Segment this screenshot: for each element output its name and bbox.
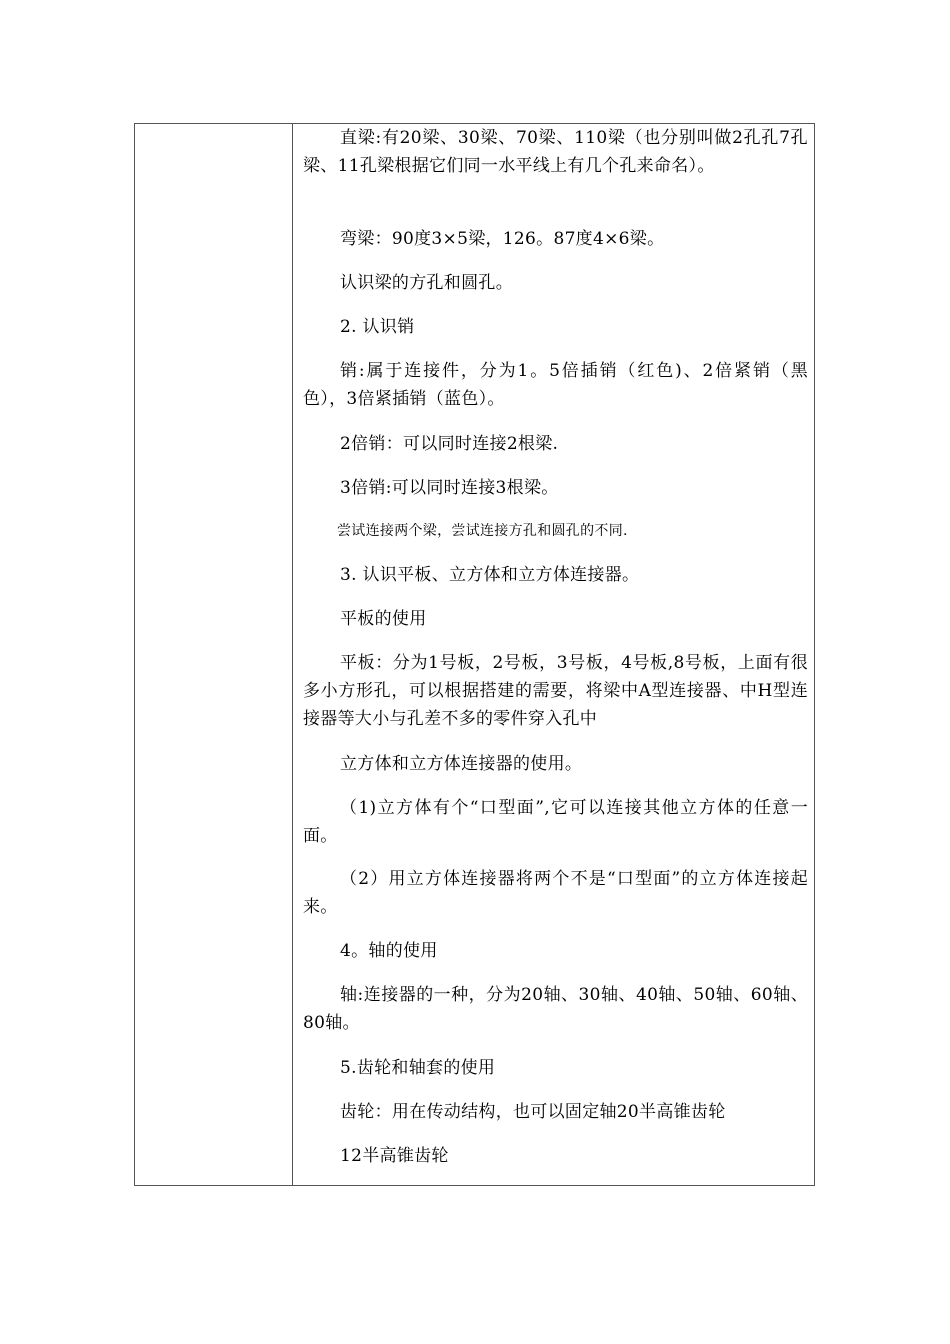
paragraph-2x-pin: 2倍销：可以同时连接2根梁. [340, 434, 559, 454]
paragraph-try-connect: 尝试连接两个梁，尝试连接方孔和圆孔的不同. [337, 523, 628, 539]
paragraph-12-bevel-gear: 12半高锥齿轮 [340, 1146, 449, 1166]
paragraph-plates: 平板：分为1号板，2号板，3号板，4号板,8号板，上面有很多小方形孔，可以根据搭建的需要，将梁中A型连接器、中H型连接器等大小与孔差不多的零件穿入孔中 [303, 653, 808, 729]
paragraph-cube-1: （1)立方体有个“口型面”,它可以连接其他立方体的任意一面。 [303, 798, 808, 846]
paragraph-gears: 齿轮：用在传动结构，也可以固定轴20半高锥齿轮 [340, 1102, 726, 1122]
paragraph-beam-holes: 认识梁的方孔和圆孔。 [340, 273, 513, 293]
heading-axle-usage: 4。轴的使用 [340, 941, 438, 961]
table-right-cell [293, 124, 814, 1185]
paragraph-bent-beam: 弯梁：90度3×5梁，126。87度4×6梁。 [340, 229, 665, 249]
paragraph-pins: 销:属于连接件，分为1。5倍插销（红色)、2倍紧销（黑色），3倍紧插销（蓝色）。 [303, 361, 809, 409]
paragraph-cube-2: （2）用立方体连接器将两个不是“口型面”的立方体连接起来。 [303, 869, 808, 917]
heading-plates-cubes: 3. 认识平板、立方体和立方体连接器。 [340, 565, 640, 585]
table-left-cell [135, 124, 293, 1185]
paragraph-axles: 轴:连接器的一种，分为20轴、30轴、40轴、50轴、60轴、80轴。 [303, 985, 808, 1033]
heading-cube-usage: 立方体和立方体连接器的使用。 [340, 754, 583, 774]
paragraph-3x-pin: 3倍销:可以同时连接3根梁。 [340, 478, 559, 498]
paragraph-straight-beam: 直梁:有20梁、30梁、70梁、110梁（也分别叫做2孔孔7孔梁、11孔梁根据它们同一水平线上有几个孔来命名）。 [303, 128, 808, 176]
heading-pins: 2. 认识销 [340, 317, 415, 337]
heading-plate-usage: 平板的使用 [340, 609, 427, 629]
content-table [134, 123, 815, 1186]
heading-gear-usage: 5.齿轮和轴套的使用 [340, 1058, 496, 1078]
